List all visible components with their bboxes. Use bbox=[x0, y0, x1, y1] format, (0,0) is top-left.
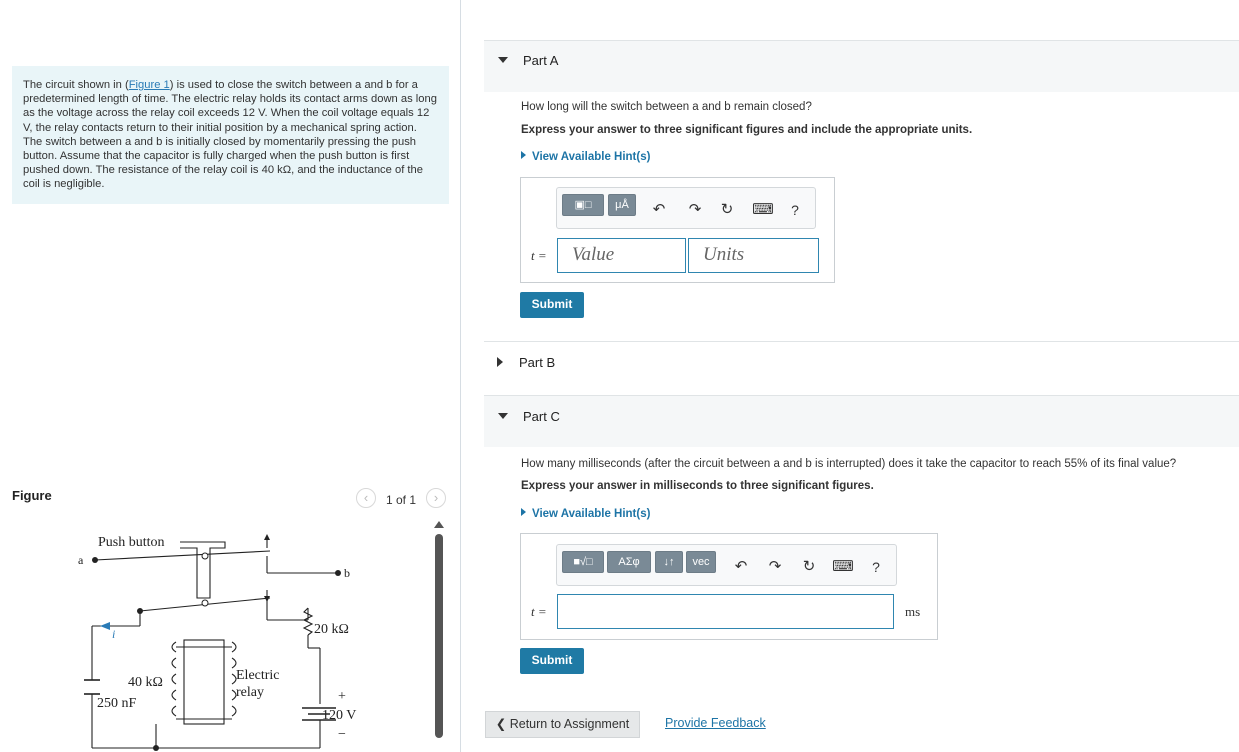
part-a-title[interactable]: Part A bbox=[523, 53, 559, 68]
label-node-b: b bbox=[344, 566, 350, 580]
help-icon[interactable]: ? bbox=[791, 202, 799, 218]
label-minus: − bbox=[338, 727, 346, 742]
part-a-question: How long will the switch between a and b remain closed? bbox=[521, 101, 812, 113]
templates-button[interactable] bbox=[562, 551, 604, 573]
circuit-diagram bbox=[60, 518, 380, 752]
greek-button[interactable]: ΑΣφ bbox=[607, 551, 651, 573]
redo-icon[interactable]: ↷ bbox=[768, 558, 782, 575]
push-button-shape bbox=[180, 542, 225, 598]
next-figure-button[interactable] bbox=[426, 488, 446, 508]
part-b-header[interactable] bbox=[484, 341, 1239, 393]
label-plus: + bbox=[338, 689, 346, 704]
column-divider bbox=[460, 0, 461, 752]
undo-icon[interactable]: ↶ bbox=[734, 558, 748, 575]
part-b-title[interactable]: Part B bbox=[519, 355, 556, 370]
figure-label: Figure bbox=[12, 488, 52, 503]
provide-feedback-link[interactable]: Provide Feedback bbox=[665, 716, 766, 730]
node-a-dot bbox=[92, 557, 98, 563]
units-input[interactable]: Units bbox=[688, 238, 819, 273]
part-c-var-label: t = bbox=[531, 604, 547, 619]
label-relay-2: relay bbox=[236, 685, 264, 700]
problem-text-rest: ) is used to close the switch between a and b for a predetermined length of time. The electric relay holds its contact arms down as long as the voltage across the relay coil exceeds 12 V. When the coil voltage equals 12 V, the relay contacts return to their initial position by a mechanical spring action. The switch between a and b is initially closed by momentarily pressing the push button. Assume that the capacitor is fully charged when the push button is first pushed down. The resistance of the relay coil is 40 kΩ, and the inductance of the coil is negligible. bbox=[23, 79, 437, 191]
caret-down-icon bbox=[498, 57, 508, 63]
return-to-assignment-button[interactable] bbox=[485, 711, 640, 738]
label-40k: 40 kΩ bbox=[128, 675, 163, 690]
part-c-hint-text: View Available Hint(s) bbox=[532, 508, 651, 520]
part-a-instruction: Express your answer to three significant figures and include the appropriate units. bbox=[521, 124, 973, 136]
figure-scrollbar[interactable] bbox=[435, 534, 443, 738]
label-20k: 20 kΩ bbox=[314, 622, 349, 637]
part-c-answer-input[interactable] bbox=[557, 594, 894, 629]
caret-right-icon bbox=[497, 357, 503, 367]
part-a-hint-link[interactable] bbox=[521, 151, 650, 163]
caret-down-icon bbox=[498, 413, 508, 419]
part-a-header[interactable] bbox=[484, 40, 1239, 92]
problem-text-start: The circuit shown in ( bbox=[23, 79, 129, 91]
part-c-header[interactable] bbox=[484, 395, 1239, 447]
undo-icon[interactable]: ↶ bbox=[652, 201, 666, 218]
sort-button[interactable]: ↓↑ bbox=[655, 551, 683, 573]
label-push-button: Push button bbox=[98, 535, 165, 550]
return-label: Return to Assignment bbox=[509, 717, 630, 731]
part-c-question: How many milliseconds (after the circuit between a and b is interrupted) does it take the capacitor to reach 55% of its final value? bbox=[521, 458, 1177, 470]
part-a-hint-text: View Available Hint(s) bbox=[532, 151, 651, 163]
chevron-left-icon: ❮ bbox=[495, 717, 510, 731]
chevron-left-icon: ‹ bbox=[363, 490, 369, 505]
part-a-submit-button[interactable]: Submit bbox=[520, 292, 584, 318]
chevron-right-icon: › bbox=[433, 490, 439, 505]
figure-page-indicator: 1 of 1 bbox=[386, 493, 417, 507]
figure-link[interactable]: Figure 1 bbox=[128, 79, 170, 91]
reset-icon[interactable]: ↻ bbox=[720, 201, 734, 218]
redo-icon[interactable]: ↷ bbox=[688, 201, 702, 218]
label-250nF: 250 nF bbox=[97, 696, 137, 711]
caret-right-icon bbox=[521, 508, 526, 516]
label-120v: 120 V bbox=[322, 708, 357, 723]
problem-statement bbox=[12, 66, 449, 204]
prev-figure-button[interactable] bbox=[356, 488, 376, 508]
keyboard-icon[interactable]: ⌨ bbox=[832, 558, 854, 575]
part-a-var-label: t = bbox=[531, 248, 547, 263]
help-icon[interactable]: ? bbox=[872, 559, 880, 575]
keyboard-icon[interactable]: ⌨ bbox=[752, 201, 774, 218]
reset-icon[interactable]: ↻ bbox=[802, 558, 816, 575]
part-c-title[interactable]: Part C bbox=[523, 409, 560, 424]
scroll-up-arrow[interactable] bbox=[434, 521, 444, 528]
label-relay-1: Electric bbox=[236, 668, 280, 683]
sqrt-template-icon: ■√□ bbox=[573, 556, 593, 568]
label-node-a: a bbox=[78, 553, 84, 567]
vec-button[interactable]: vec bbox=[686, 551, 716, 573]
units-button[interactable]: μÅ bbox=[608, 194, 636, 216]
caret-right-icon bbox=[521, 151, 526, 159]
part-c-unit-label: ms bbox=[905, 604, 921, 619]
contact-arm-top bbox=[95, 551, 270, 560]
value-input[interactable]: Value bbox=[557, 238, 686, 273]
part-c-submit-button[interactable]: Submit bbox=[520, 648, 584, 674]
templates-button[interactable] bbox=[562, 194, 604, 216]
part-c-hint-link[interactable] bbox=[521, 508, 650, 520]
node-b-dot bbox=[335, 570, 341, 576]
label-current-i: i bbox=[112, 627, 116, 641]
part-c-instruction: Express your answer in milliseconds to three significant figures. bbox=[521, 480, 874, 492]
template-icon: ▣□ bbox=[574, 199, 592, 211]
